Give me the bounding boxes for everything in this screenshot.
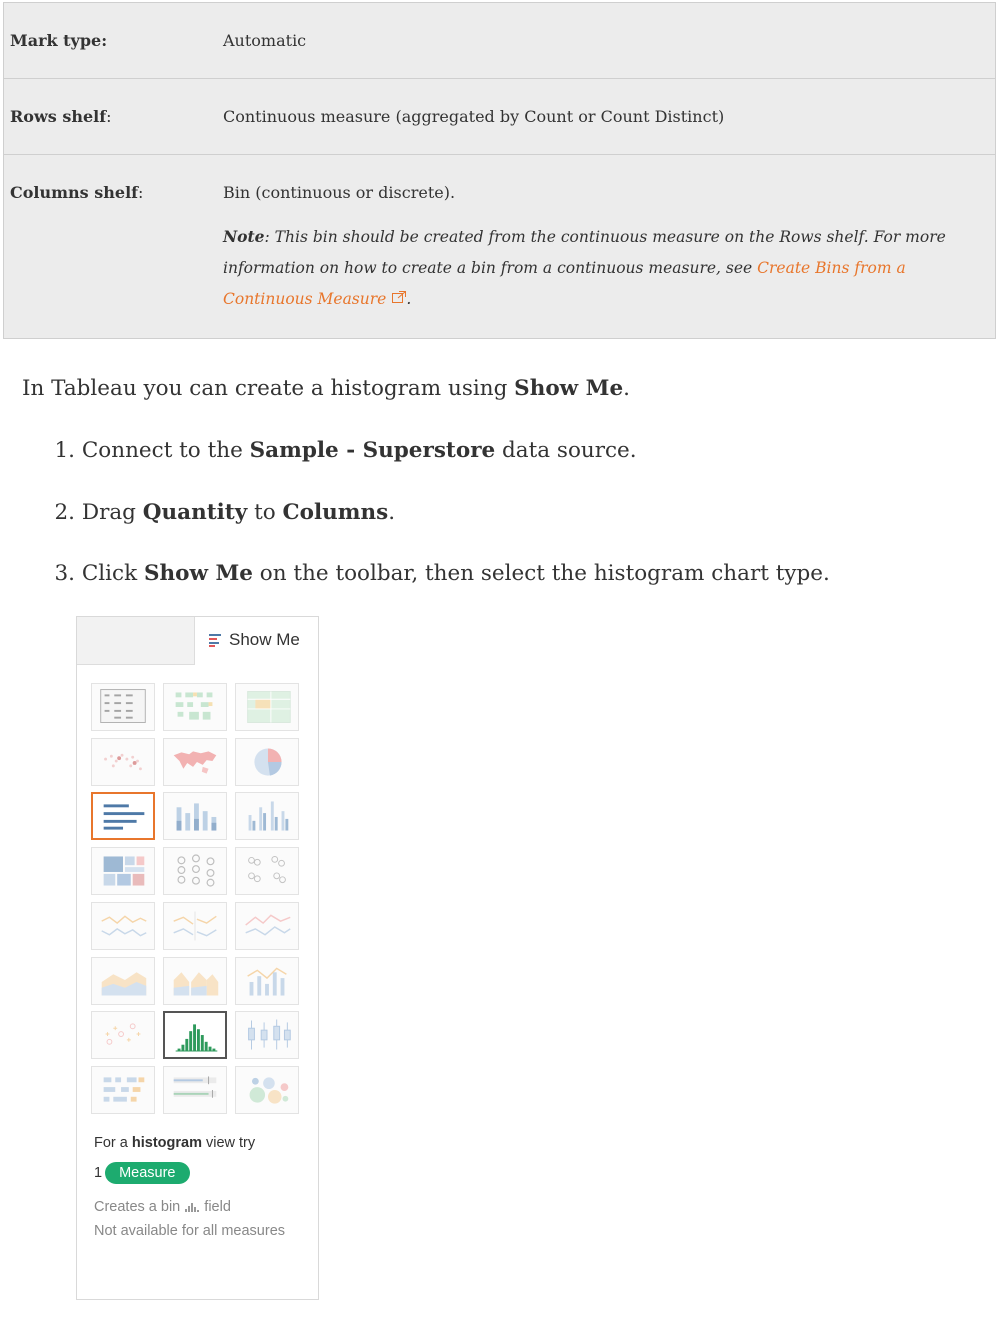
table-row [4, 79, 996, 155]
note-paragraph [223, 221, 963, 315]
step-text [82, 500, 395, 525]
show-me-tab-label: Show Me [229, 630, 300, 649]
box-and-whisker-icon [236, 1012, 298, 1058]
external-link-icon[interactable] [392, 291, 406, 303]
step-text-run: Click [81, 561, 144, 586]
filled-map-icon [164, 739, 226, 785]
creates-bin-description [94, 1199, 231, 1215]
step-number: 2. [54, 500, 75, 525]
table-row [4, 155, 996, 339]
chart-type-pie-chart[interactable] [235, 738, 299, 786]
chart-type-treemap[interactable] [91, 847, 155, 895]
row-value-rows-shelf: Continuous measure (aggregated by Count or Count Distinct) [223, 107, 725, 126]
dual-combination-icon [236, 958, 298, 1004]
chart-type-stacked-bars[interactable] [163, 792, 227, 840]
step-2 [0, 498, 395, 528]
area-continuous-icon [92, 958, 154, 1004]
desc-post: field [200, 1199, 231, 1215]
intro-end: . [623, 376, 630, 401]
row-label-suffix: : [138, 183, 144, 202]
step-bold-term: Columns [282, 500, 389, 525]
requirement-count: 1 [94, 1165, 103, 1181]
chart-type-packed-bubbles[interactable] [235, 1066, 299, 1114]
panel-header-empty [77, 617, 195, 665]
note-lead: Note [223, 227, 265, 246]
chart-type-area-continuous[interactable] [91, 957, 155, 1005]
dual-lines-icon [236, 903, 298, 949]
desc-pre: Creates a bin [94, 1199, 185, 1215]
step-bold-term: Show Me [143, 561, 253, 586]
gantt-chart-icon [92, 1067, 154, 1113]
chart-hint [94, 1135, 255, 1151]
heat-map-icon [164, 684, 226, 730]
measure-pill: Measure [105, 1162, 189, 1184]
chart-type-side-by-side-circles[interactable] [235, 847, 299, 895]
text-table-icon [92, 684, 154, 730]
scatter-plot-icon [92, 1012, 154, 1058]
bullet-graph-icon [164, 1067, 226, 1113]
chart-type-dual-lines[interactable] [235, 902, 299, 950]
step-text-run: Drag [81, 500, 143, 525]
symbol-map-icon [92, 739, 154, 785]
chart-type-histogram[interactable] [163, 1011, 227, 1059]
step-bold-term: Quantity [142, 500, 248, 525]
step-text-run: to [247, 500, 283, 525]
row-value-mark-type: Automatic [223, 31, 307, 50]
chart-type-symbol-map[interactable] [91, 738, 155, 786]
chart-type-horizontal-bars[interactable] [91, 792, 155, 840]
highlight-table-icon [236, 684, 298, 730]
chart-type-dual-combination[interactable] [235, 957, 299, 1005]
stacked-bars-icon [164, 793, 226, 839]
chart-type-continuous-lines[interactable] [91, 902, 155, 950]
treemap-icon [92, 848, 154, 894]
chart-type-text-table[interactable] [91, 683, 155, 731]
chart-type-heat-map[interactable] [163, 683, 227, 731]
chart-type-area-discrete[interactable] [163, 957, 227, 1005]
hint-chart-name: histogram [131, 1135, 202, 1151]
note-text: : This bin should be created from the continuous measure on the Rows shelf. For more information on how to create a bin from a continuous measure, see [223, 228, 946, 277]
step-3 [0, 559, 830, 589]
row-label-columns-shelf: Columns shelf [10, 183, 139, 202]
hint-pre: For a [94, 1135, 132, 1151]
discrete-lines-icon [164, 903, 226, 949]
properties-table [3, 2, 996, 339]
intro-bold: Show Me [514, 376, 624, 401]
not-available-note: Not available for all measures [94, 1223, 286, 1239]
step-text-run: data source. [495, 438, 637, 463]
row-label-rows-shelf: Rows shelf [10, 107, 107, 126]
step-text-run: . [388, 500, 396, 525]
packed-bubbles-icon [236, 1067, 298, 1113]
side-by-side-bars-icon [236, 793, 298, 839]
row-value-columns-shelf: Bin (continuous or discrete). [223, 183, 456, 202]
step-text-run: on the toolbar, then select the histogram chart type. [252, 561, 830, 586]
step-bold-term: Sample - Superstore [249, 438, 496, 463]
chart-type-box-and-whisker[interactable] [235, 1011, 299, 1059]
chart-type-highlight-table[interactable] [235, 683, 299, 731]
circle-views-icon [164, 848, 226, 894]
intro-paragraph [22, 374, 630, 404]
chart-type-discrete-lines[interactable] [163, 902, 227, 950]
bin-icon [184, 1202, 200, 1212]
histogram-icon [165, 1013, 227, 1059]
show-me-panel [76, 616, 319, 1300]
step-text-run: Connect to the [81, 438, 250, 463]
chart-type-gantt-chart[interactable] [91, 1066, 155, 1114]
step-1 [0, 436, 637, 466]
row-label-mark-type: Mark type: [10, 31, 108, 50]
area-discrete-icon [164, 958, 226, 1004]
step-text [82, 561, 830, 586]
note-end: . [406, 290, 412, 308]
create-bins-link[interactable]: Create Bins from a Continuous Measure [223, 259, 906, 308]
step-text [82, 438, 637, 463]
chart-type-filled-map[interactable] [163, 738, 227, 786]
side-by-side-circles-icon [236, 848, 298, 894]
hint-post: view try [201, 1135, 256, 1151]
chart-type-side-by-side-bars[interactable] [235, 792, 299, 840]
pie-chart-icon [236, 739, 298, 785]
chart-type-circle-views[interactable] [163, 847, 227, 895]
horizontal-bars-icon [93, 794, 155, 840]
step-number: 1. [54, 438, 75, 463]
show-me-icon [209, 633, 223, 647]
show-me-tab[interactable] [195, 617, 319, 665]
table-row [4, 3, 996, 79]
chart-type-bullet-graph[interactable] [163, 1066, 227, 1114]
continuous-lines-icon [92, 903, 154, 949]
chart-type-scatter-plot[interactable] [91, 1011, 155, 1059]
row-label-suffix: : [106, 107, 112, 126]
intro-text: In Tableau you can create a histogram using [22, 376, 515, 401]
requirement-line [94, 1162, 190, 1184]
step-number: 3. [54, 561, 75, 586]
